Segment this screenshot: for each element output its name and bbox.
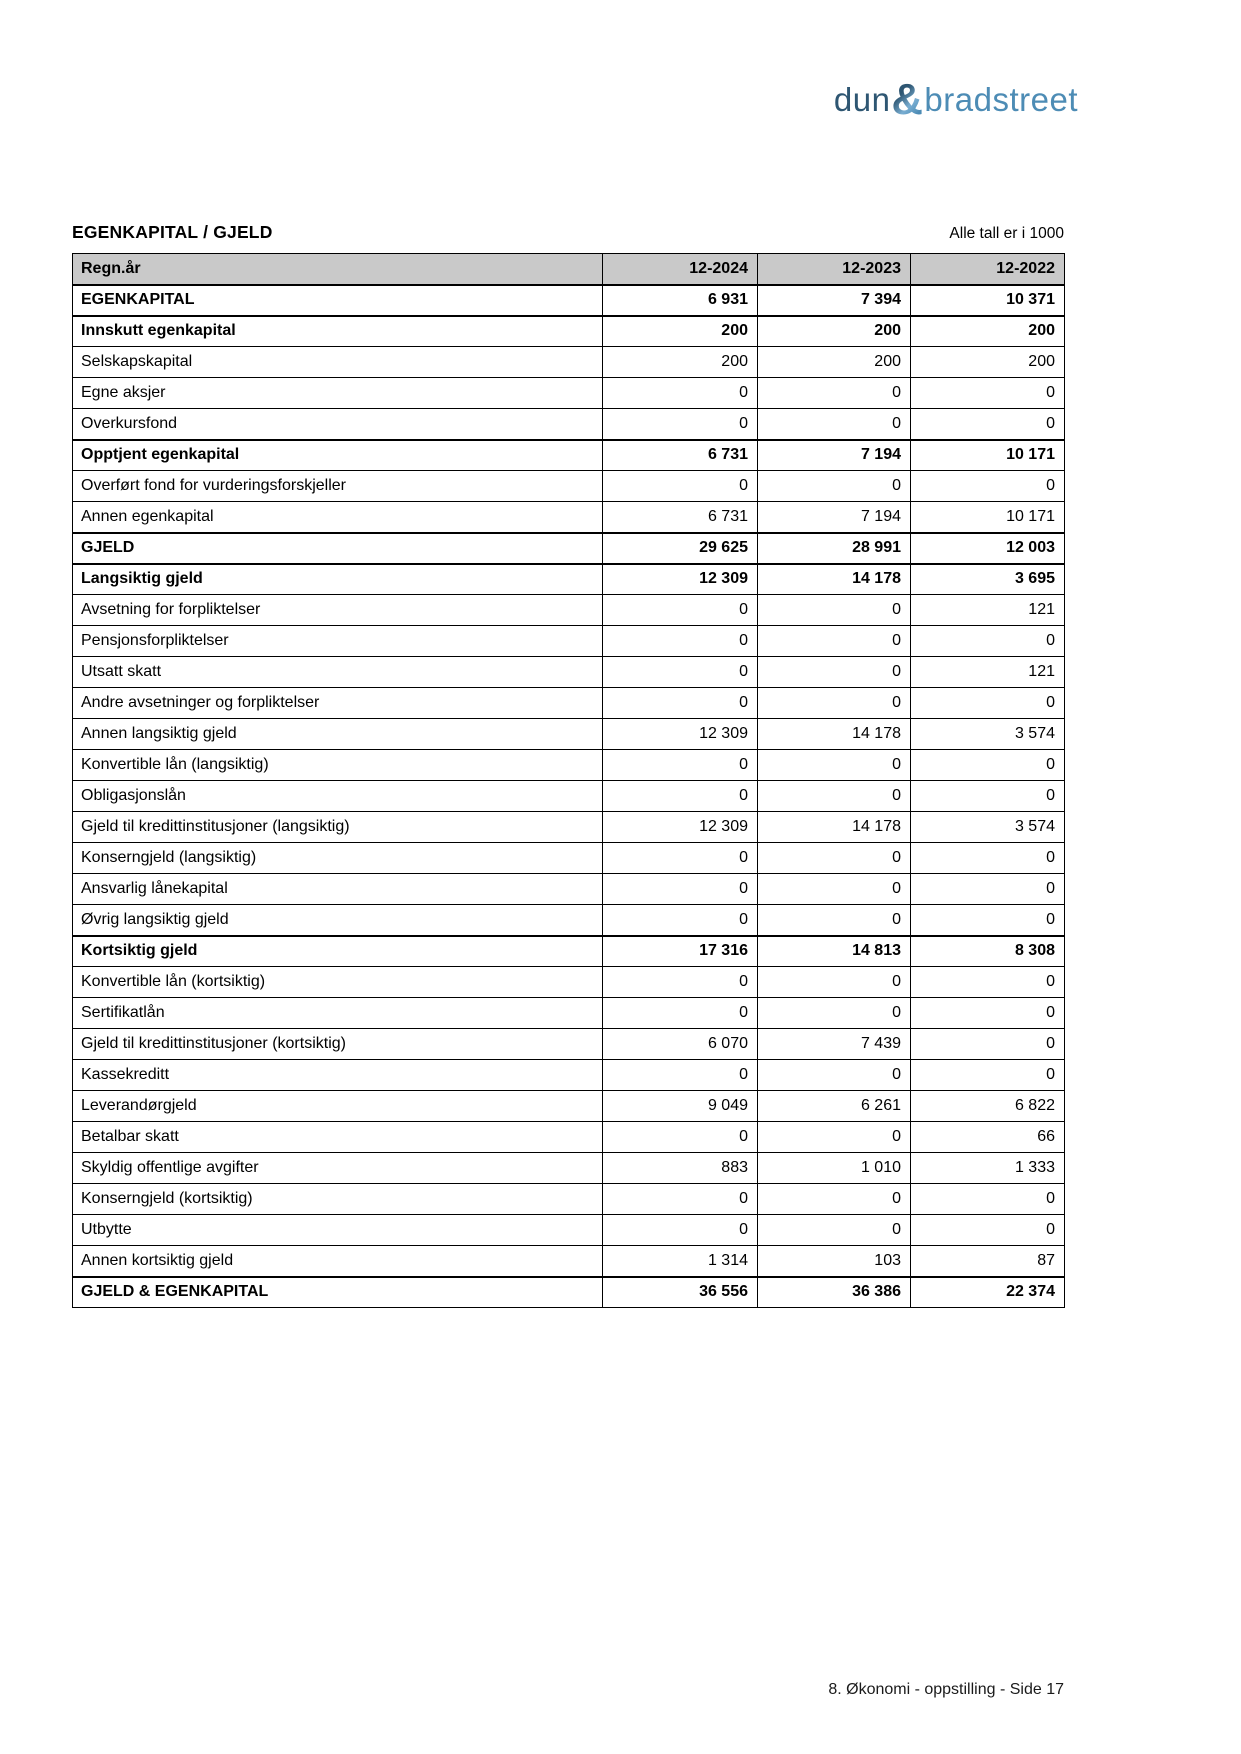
header-cell-regnar: Regn.år bbox=[73, 254, 603, 285]
row-value-2022: 12 003 bbox=[911, 533, 1065, 564]
row-value-2022: 66 bbox=[911, 1122, 1065, 1153]
row-value-2022: 6 822 bbox=[911, 1091, 1065, 1122]
row-value-2024: 12 309 bbox=[603, 812, 758, 843]
row-value-2023: 36 386 bbox=[758, 1277, 911, 1308]
row-value-2023: 0 bbox=[758, 1122, 911, 1153]
table-row bbox=[73, 595, 1065, 626]
row-label: Utbytte bbox=[73, 1215, 603, 1246]
page-title: EGENKAPITAL / GJELD bbox=[72, 222, 273, 242]
logo-text-bradstreet: bradstreet bbox=[924, 81, 1078, 118]
row-value-2023: 0 bbox=[758, 409, 911, 440]
row-value-2022: 0 bbox=[911, 781, 1065, 812]
row-value-2023: 0 bbox=[758, 1215, 911, 1246]
table-row bbox=[73, 781, 1065, 812]
row-label: Ansvarlig lånekapital bbox=[73, 874, 603, 905]
row-value-2023: 0 bbox=[758, 626, 911, 657]
row-value-2023: 14 178 bbox=[758, 812, 911, 843]
row-value-2022: 10 171 bbox=[911, 502, 1065, 533]
row-value-2023: 0 bbox=[758, 874, 911, 905]
header-cell-year-2023: 12-2023 bbox=[758, 254, 911, 285]
row-label: Kassekreditt bbox=[73, 1060, 603, 1091]
table-row bbox=[73, 409, 1065, 440]
table-row bbox=[73, 1029, 1065, 1060]
row-value-2022: 0 bbox=[911, 688, 1065, 719]
row-value-2023: 7 439 bbox=[758, 1029, 911, 1060]
row-value-2024: 0 bbox=[603, 1184, 758, 1215]
row-value-2024: 200 bbox=[603, 316, 758, 347]
row-label: Gjeld til kredittinstitusjoner (kortsiktig) bbox=[73, 1029, 603, 1060]
row-value-2023: 0 bbox=[758, 378, 911, 409]
row-value-2023: 0 bbox=[758, 1060, 911, 1091]
units-note: Alle tall er i 1000 bbox=[949, 225, 1064, 242]
table-row bbox=[73, 1091, 1065, 1122]
table-row bbox=[73, 626, 1065, 657]
table-row bbox=[73, 874, 1065, 905]
row-value-2023: 0 bbox=[758, 595, 911, 626]
row-value-2024: 12 309 bbox=[603, 564, 758, 595]
row-value-2024: 0 bbox=[603, 998, 758, 1029]
row-value-2022: 121 bbox=[911, 595, 1065, 626]
logo-text-dun: dun bbox=[833, 81, 891, 118]
table-row bbox=[73, 905, 1065, 936]
row-label: Betalbar skatt bbox=[73, 1122, 603, 1153]
table-row bbox=[73, 440, 1065, 471]
row-value-2023: 0 bbox=[758, 905, 911, 936]
row-label: Konserngjeld (langsiktig) bbox=[73, 843, 603, 874]
table-row bbox=[73, 347, 1065, 378]
row-value-2022: 10 171 bbox=[911, 440, 1065, 471]
table-row bbox=[73, 998, 1065, 1029]
table-row bbox=[73, 564, 1065, 595]
table-row bbox=[73, 533, 1065, 564]
table-row bbox=[73, 1277, 1065, 1308]
header-cell-year-2024: 12-2024 bbox=[603, 254, 758, 285]
row-value-2022: 0 bbox=[911, 750, 1065, 781]
row-value-2022: 0 bbox=[911, 409, 1065, 440]
table-row bbox=[73, 688, 1065, 719]
row-value-2022: 200 bbox=[911, 347, 1065, 378]
row-value-2023: 7 394 bbox=[758, 285, 911, 316]
row-value-2022: 0 bbox=[911, 874, 1065, 905]
row-label: GJELD bbox=[73, 533, 603, 564]
table-row bbox=[73, 1184, 1065, 1215]
row-label: Langsiktig gjeld bbox=[73, 564, 603, 595]
row-value-2022: 200 bbox=[911, 316, 1065, 347]
row-value-2024: 0 bbox=[603, 1215, 758, 1246]
table-row bbox=[73, 316, 1065, 347]
table-row bbox=[73, 1246, 1065, 1277]
row-value-2022: 10 371 bbox=[911, 285, 1065, 316]
row-value-2024: 9 049 bbox=[603, 1091, 758, 1122]
row-value-2024: 0 bbox=[603, 595, 758, 626]
row-label: Overført fond for vurderingsforskjeller bbox=[73, 471, 603, 502]
row-label: Annen langsiktig gjeld bbox=[73, 719, 603, 750]
row-value-2024: 1 314 bbox=[603, 1246, 758, 1277]
row-label: Andre avsetninger og forpliktelser bbox=[73, 688, 603, 719]
row-value-2023: 14 178 bbox=[758, 719, 911, 750]
row-label: Annen egenkapital bbox=[73, 502, 603, 533]
row-value-2023: 14 178 bbox=[758, 564, 911, 595]
table-row bbox=[73, 1215, 1065, 1246]
row-value-2023: 6 261 bbox=[758, 1091, 911, 1122]
row-value-2023: 0 bbox=[758, 843, 911, 874]
row-value-2023: 200 bbox=[758, 347, 911, 378]
row-value-2023: 28 991 bbox=[758, 533, 911, 564]
row-value-2024: 0 bbox=[603, 843, 758, 874]
row-value-2024: 12 309 bbox=[603, 719, 758, 750]
table-row bbox=[73, 471, 1065, 502]
row-value-2024: 883 bbox=[603, 1153, 758, 1184]
row-label: Øvrig langsiktig gjeld bbox=[73, 905, 603, 936]
row-value-2024: 0 bbox=[603, 471, 758, 502]
row-value-2022: 0 bbox=[911, 1215, 1065, 1246]
row-label: Annen kortsiktig gjeld bbox=[73, 1246, 603, 1277]
page-footer: 8. Økonomi - oppstilling - Side 17 bbox=[828, 1681, 1064, 1698]
row-label: Gjeld til kredittinstitusjoner (langsiktig) bbox=[73, 812, 603, 843]
row-value-2022: 0 bbox=[911, 905, 1065, 936]
row-value-2022: 8 308 bbox=[911, 936, 1065, 967]
row-value-2023: 7 194 bbox=[758, 502, 911, 533]
row-value-2023: 0 bbox=[758, 750, 911, 781]
row-label: Avsetning for forpliktelser bbox=[73, 595, 603, 626]
row-label: Konserngjeld (kortsiktig) bbox=[73, 1184, 603, 1215]
row-value-2024: 0 bbox=[603, 626, 758, 657]
table-row bbox=[73, 1153, 1065, 1184]
row-label: GJELD & EGENKAPITAL bbox=[73, 1277, 603, 1308]
row-value-2023: 1 010 bbox=[758, 1153, 911, 1184]
table-row bbox=[73, 812, 1065, 843]
table-row bbox=[73, 936, 1065, 967]
table-row bbox=[73, 1122, 1065, 1153]
row-value-2024: 17 316 bbox=[603, 936, 758, 967]
row-value-2022: 0 bbox=[911, 967, 1065, 998]
row-label: Sertifikatlån bbox=[73, 998, 603, 1029]
table-row bbox=[73, 750, 1065, 781]
row-value-2022: 0 bbox=[911, 378, 1065, 409]
row-label: EGENKAPITAL bbox=[73, 285, 603, 316]
header-cell-year-2022: 12-2022 bbox=[911, 254, 1065, 285]
row-value-2022: 121 bbox=[911, 657, 1065, 688]
row-label: Kortsiktig gjeld bbox=[73, 936, 603, 967]
row-label: Opptjent egenkapital bbox=[73, 440, 603, 471]
row-label: Konvertible lån (langsiktig) bbox=[73, 750, 603, 781]
row-value-2023: 0 bbox=[758, 688, 911, 719]
row-value-2022: 22 374 bbox=[911, 1277, 1065, 1308]
row-value-2022: 0 bbox=[911, 998, 1065, 1029]
row-value-2024: 0 bbox=[603, 1060, 758, 1091]
row-value-2023: 7 194 bbox=[758, 440, 911, 471]
row-value-2022: 0 bbox=[911, 1029, 1065, 1060]
equity-liabilities-table bbox=[72, 253, 1065, 1308]
table-row bbox=[73, 502, 1065, 533]
row-value-2024: 0 bbox=[603, 905, 758, 936]
row-value-2023: 0 bbox=[758, 1184, 911, 1215]
row-label: Selskapskapital bbox=[73, 347, 603, 378]
row-value-2024: 0 bbox=[603, 688, 758, 719]
row-value-2024: 0 bbox=[603, 1122, 758, 1153]
table-row bbox=[73, 285, 1065, 316]
row-value-2022: 0 bbox=[911, 1060, 1065, 1091]
table-header-row bbox=[73, 254, 1065, 285]
row-label: Pensjonsforpliktelser bbox=[73, 626, 603, 657]
row-value-2024: 29 625 bbox=[603, 533, 758, 564]
row-label: Obligasjonslån bbox=[73, 781, 603, 812]
table-row bbox=[73, 1060, 1065, 1091]
row-value-2023: 0 bbox=[758, 998, 911, 1029]
table-row bbox=[73, 843, 1065, 874]
row-value-2024: 36 556 bbox=[603, 1277, 758, 1308]
row-value-2023: 0 bbox=[758, 471, 911, 502]
dun-bradstreet-logo bbox=[833, 76, 1078, 124]
row-value-2024: 6 731 bbox=[603, 440, 758, 471]
row-value-2022: 3 695 bbox=[911, 564, 1065, 595]
row-label: Egne aksjer bbox=[73, 378, 603, 409]
row-value-2024: 0 bbox=[603, 750, 758, 781]
row-value-2022: 0 bbox=[911, 471, 1065, 502]
row-value-2022: 3 574 bbox=[911, 719, 1065, 750]
row-value-2022: 0 bbox=[911, 843, 1065, 874]
title-bar bbox=[72, 222, 1064, 243]
row-label: Overkursfond bbox=[73, 409, 603, 440]
table-row bbox=[73, 719, 1065, 750]
row-value-2024: 0 bbox=[603, 409, 758, 440]
table-row bbox=[73, 967, 1065, 998]
row-value-2024: 0 bbox=[603, 657, 758, 688]
row-value-2024: 6 070 bbox=[603, 1029, 758, 1060]
row-value-2022: 3 574 bbox=[911, 812, 1065, 843]
table-row bbox=[73, 378, 1065, 409]
row-value-2024: 0 bbox=[603, 874, 758, 905]
row-value-2024: 6 931 bbox=[603, 285, 758, 316]
row-value-2023: 0 bbox=[758, 781, 911, 812]
row-value-2024: 0 bbox=[603, 781, 758, 812]
row-value-2024: 200 bbox=[603, 347, 758, 378]
row-value-2022: 87 bbox=[911, 1246, 1065, 1277]
row-label: Leverandørgjeld bbox=[73, 1091, 603, 1122]
row-value-2024: 0 bbox=[603, 967, 758, 998]
row-value-2023: 0 bbox=[758, 967, 911, 998]
row-label: Konvertible lån (kortsiktig) bbox=[73, 967, 603, 998]
row-value-2023: 14 813 bbox=[758, 936, 911, 967]
row-value-2022: 0 bbox=[911, 1184, 1065, 1215]
row-label: Innskutt egenkapital bbox=[73, 316, 603, 347]
row-value-2022: 1 333 bbox=[911, 1153, 1065, 1184]
row-value-2023: 200 bbox=[758, 316, 911, 347]
logo-ampersand-icon: & bbox=[891, 76, 924, 124]
row-value-2023: 0 bbox=[758, 657, 911, 688]
row-value-2024: 6 731 bbox=[603, 502, 758, 533]
row-label: Utsatt skatt bbox=[73, 657, 603, 688]
row-label: Skyldig offentlige avgifter bbox=[73, 1153, 603, 1184]
row-value-2022: 0 bbox=[911, 626, 1065, 657]
row-value-2023: 103 bbox=[758, 1246, 911, 1277]
table-row bbox=[73, 657, 1065, 688]
row-value-2024: 0 bbox=[603, 378, 758, 409]
